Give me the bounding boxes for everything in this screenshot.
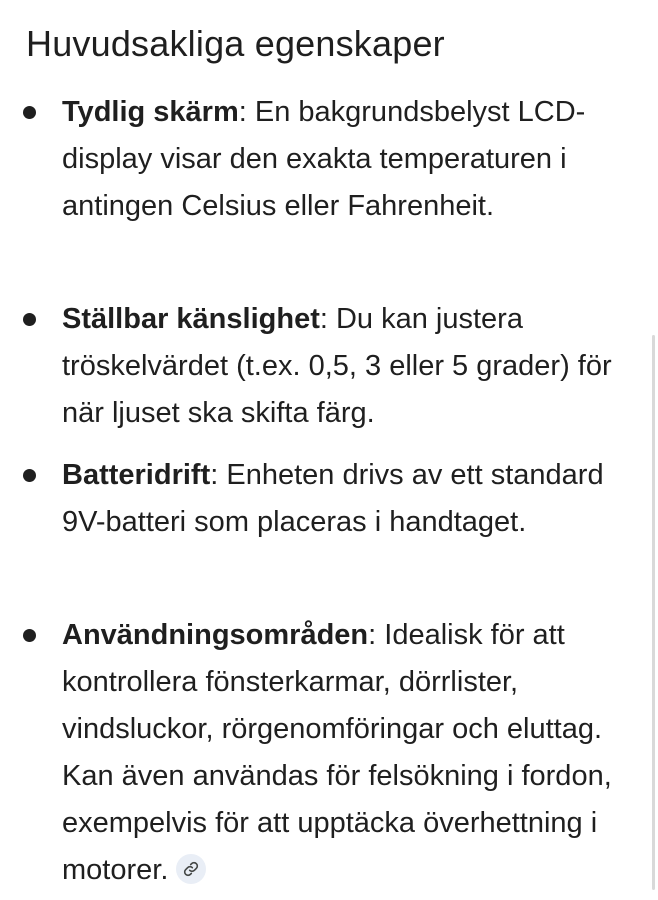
list-item-text (62, 612, 642, 894)
feature-description: : Idealisk för att kontrollera fönsterkarmar, dörrlister, vindsluckor, rörgenomföringar och eluttag. Kan även användas för felsökning i fordon, exempelvis för att upptäcka överhettning i motorer. (62, 619, 612, 886)
bullet-icon (23, 469, 36, 482)
list-item-text (62, 452, 642, 546)
feature-term: Användningsområden (62, 619, 369, 651)
feature-description: : Du kan justera tröskelvärdet (t.ex. 0,5, 3 eller 5 grader) för när ljuset ska skifta färg. (62, 303, 612, 429)
feature-term: Batteridrift (62, 459, 211, 491)
bullet-icon (23, 629, 36, 642)
feature-term: Ställbar känslighet (62, 303, 320, 335)
feature-description: : En bakgrundsbelyst LCD-display visar den exakta temperaturen i antingen Celsius eller Fahrenheit. (62, 96, 586, 222)
list-item-text (62, 296, 642, 437)
feature-term: Tydlig skärm (62, 96, 239, 128)
source-link-button[interactable] (176, 854, 206, 884)
scrollbar[interactable] (652, 335, 655, 890)
bullet-icon (23, 106, 36, 119)
bullet-icon (23, 313, 36, 326)
feature-description: : Enheten drivs av ett standard 9V-batteri som placeras i handtaget. (62, 459, 604, 538)
link-icon (183, 861, 199, 877)
section-heading: Huvudsakliga egenskaper (26, 23, 445, 64)
list-item-text (62, 89, 642, 230)
